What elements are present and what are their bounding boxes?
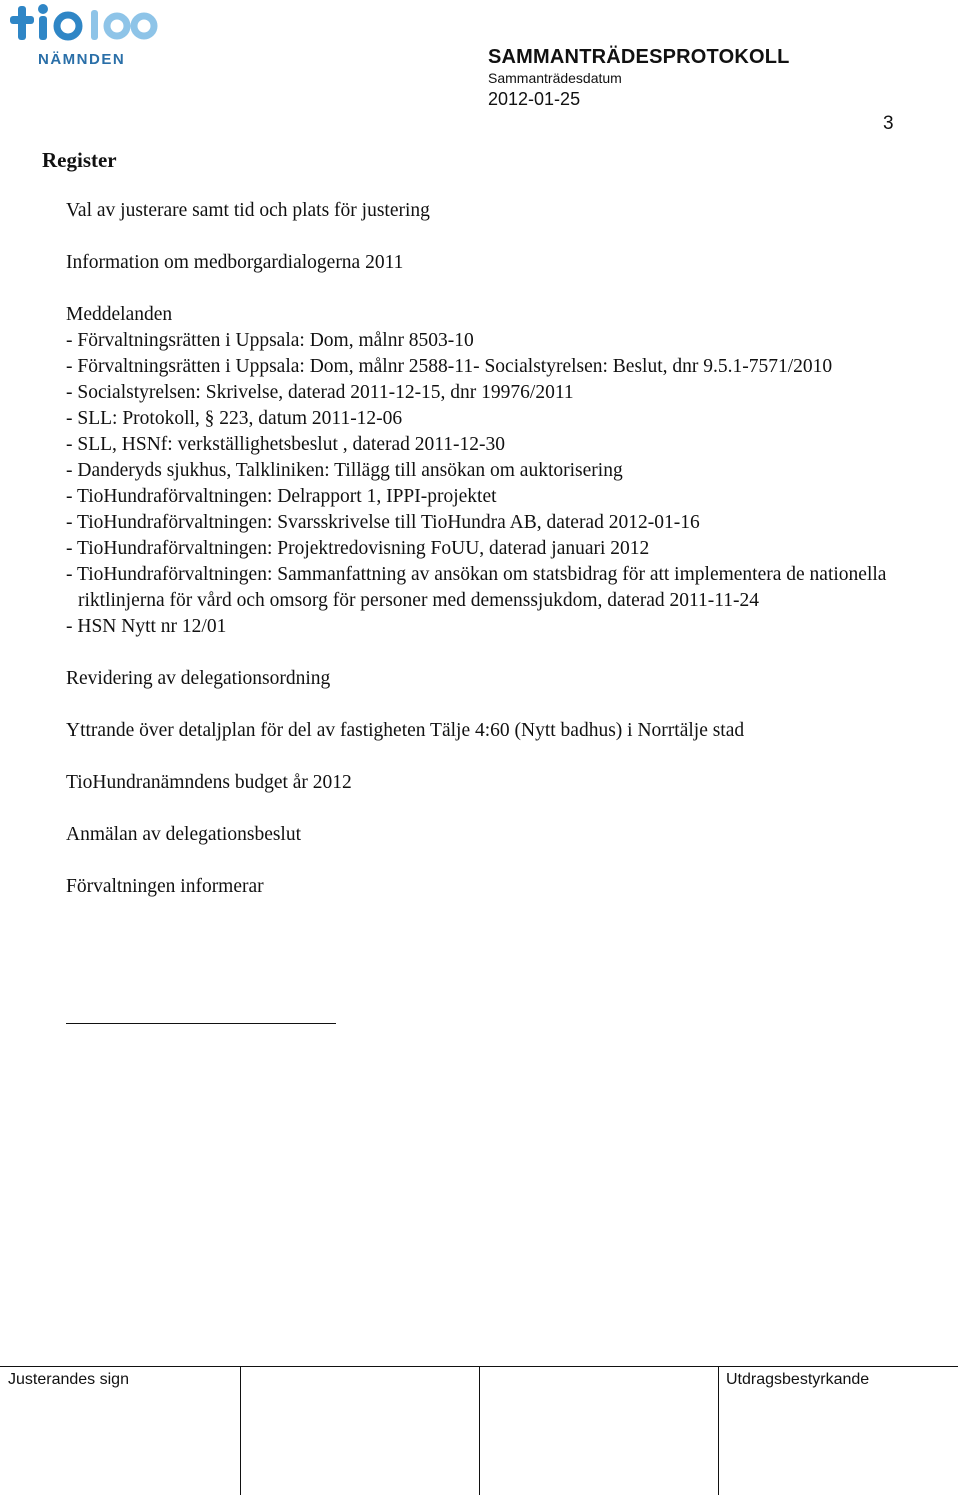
page-number: 3	[883, 113, 894, 134]
register-title: Register	[42, 148, 117, 172]
utdragsbestyrkande-label: Utdragsbestyrkande	[726, 1371, 870, 1388]
register-item-delegationsordning: Revidering av delegationsordning	[66, 668, 331, 689]
message-line: - TioHundraförvaltningen: Delrapport 1, IPPI-projektet	[66, 486, 497, 507]
message-line: - Förvaltningsrätten i Uppsala: Dom, målnr 8503-10	[66, 330, 474, 351]
register-item-meddelanden	[66, 302, 936, 640]
signature-footer	[0, 1366, 958, 1495]
register-item-detaljplan: Yttrande över detaljplan för del av fastigheten Tälje 4:60 (Nytt badhus) i Norrtälje stad	[66, 720, 745, 741]
register-item-medborgardialog: Information om medborgardialogerna 2011	[66, 252, 404, 273]
message-line: - SLL: Protokoll, § 223, datum 2011-12-06	[66, 408, 403, 429]
footer-divider	[479, 1367, 480, 1495]
register-item-informerar: Förvaltningen informerar	[66, 876, 264, 897]
footer-divider	[240, 1367, 241, 1495]
tio100-logo	[6, 2, 162, 68]
message-line: - HSN Nytt nr 12/01	[66, 616, 227, 637]
message-line: - Förvaltningsrätten i Uppsala: Dom, målnr 2588-11- Socialstyrelsen: Beslut, dnr 9.5.1-7571/2010	[66, 356, 833, 377]
end-rule	[66, 1023, 336, 1024]
message-line: - SLL, HSNf: verkställighetsbeslut , daterad 2011-12-30	[66, 434, 506, 455]
message-line: - Danderyds sjukhus, Talkliniken: Tillägg till ansökan om auktorisering	[66, 460, 623, 481]
message-line: - Socialstyrelsen: Skrivelse, daterad 2011-12-15, dnr 19976/2011	[66, 382, 574, 403]
justerandes-sign-label: Justerandes sign	[8, 1371, 129, 1388]
register-content	[66, 198, 936, 926]
svg-text:NÄMNDEN: NÄMNDEN	[38, 51, 126, 68]
footer-divider	[718, 1367, 719, 1495]
meeting-date-label: Sammanträdesdatum	[488, 70, 622, 86]
message-line: - TioHundraförvaltningen: Sammanfattning av ansökan om statsbidrag för att implementera de nationella riktlinjerna för vård och omsorg för personer med demenssjukdom, daterad 2011-11-24	[66, 564, 887, 611]
register-item-justerare: Val av justerare samt tid och plats för justering	[66, 200, 430, 221]
message-line: - TioHundraförvaltningen: Svarsskrivelse till TioHundra AB, daterad 2012-01-16	[66, 512, 700, 533]
register-item-delegationsbeslut: Anmälan av delegationsbeslut	[66, 824, 302, 845]
protocol-title: SAMMANTRÄDESPROTOKOLL	[488, 46, 790, 68]
meeting-date-value: 2012-01-25	[488, 89, 581, 109]
register-item-budget: TioHundranämndens budget år 2012	[66, 772, 352, 793]
messages-title: Meddelanden	[66, 304, 173, 325]
message-line: - TioHundraförvaltningen: Projektredovisning FoUU, daterad januari 2012	[66, 538, 650, 559]
